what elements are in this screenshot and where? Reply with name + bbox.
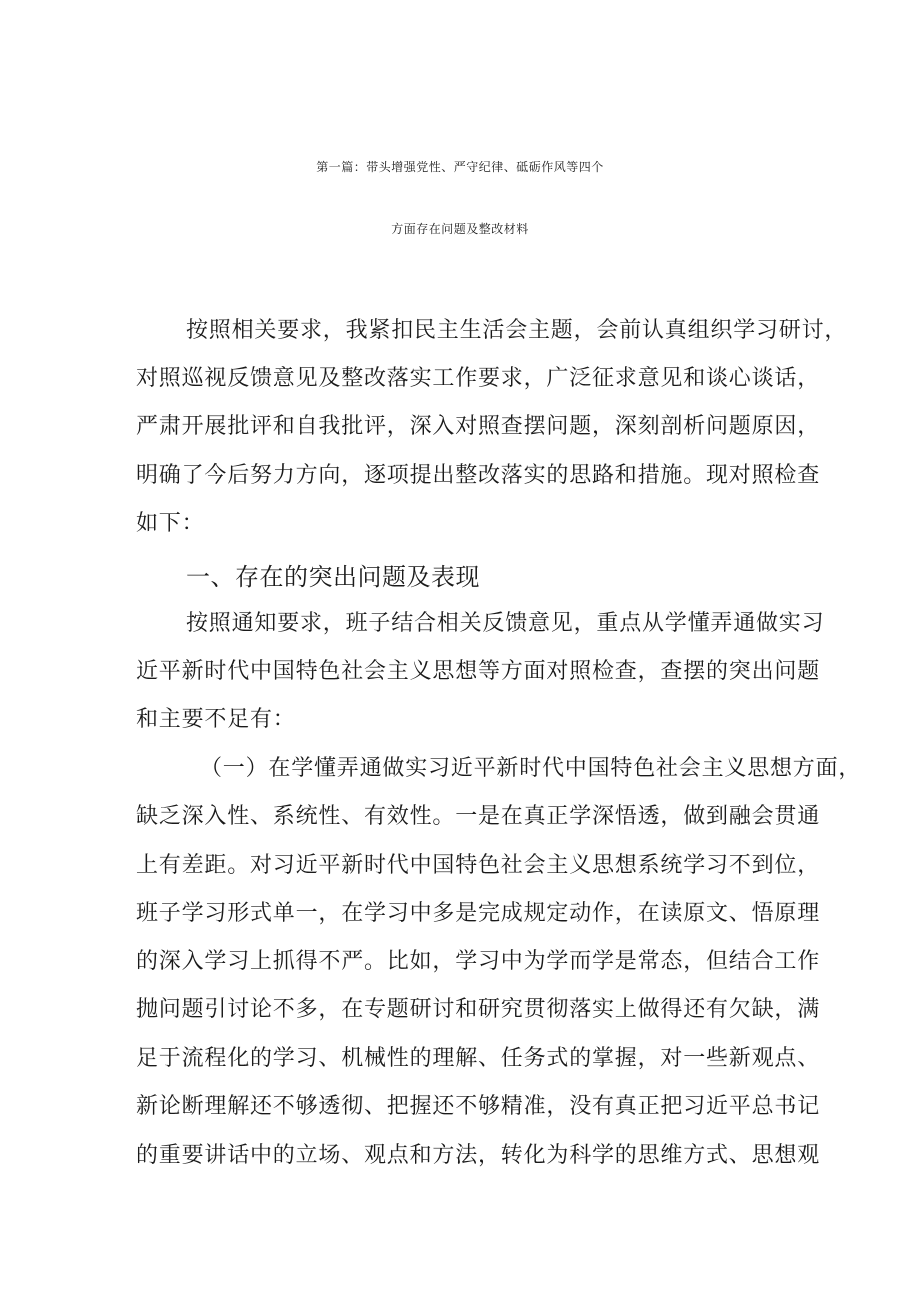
document-title-line-2: 方面存在问题及整改材料	[391, 222, 529, 236]
item-one-line-2: 缺乏深入性、系统性、有效性。一是在真正学深悟透，做到融会贯通	[136, 804, 821, 829]
item-one-line-8: 新论断理解还不够透彻、把握还不够精准，没有真正把习近平总书记	[136, 1094, 821, 1119]
intro-line-3: 严肃开展批评和自我批评，深入对照查摆问题，深刻剖析问题原因，	[136, 414, 821, 439]
item-one-line-1: （一）在学懂弄通做实习近平新时代中国特色社会主义思想方面，	[200, 756, 862, 781]
section-intro-line-2: 近平新时代中国特色社会主义思想等方面对照检查，查摆的突出问题	[136, 659, 821, 684]
item-one-line-7: 足于流程化的学习、机械性的理解、任务式的掌握，对一些新观点、	[136, 1046, 821, 1071]
item-one-line-6: 抛问题引讨论不多，在专题研讨和研究贯彻落实上做得还有欠缺，满	[136, 997, 821, 1022]
section-intro-line-1: 按照通知要求，班子结合相关反馈意见，重点从学懂弄通做实习	[186, 611, 825, 636]
item-one-line-5: 的深入学习上抓得不严。比如，学习中为学而学是常态，但结合工作	[136, 949, 821, 974]
intro-line-4: 明确了今后努力方向，逐项提出整改落实的思路和措施。现对照检查	[136, 463, 821, 488]
section-intro-line-3: 和主要不足有：	[136, 707, 296, 732]
intro-line-5: 如下：	[136, 511, 205, 536]
intro-line-2: 对照巡视反馈意见及整改落实工作要求，广泛征求意见和谈心谈话，	[136, 366, 821, 391]
item-one-line-9: 的重要讲话中的立场、观点和方法，转化为科学的思维方式、思想观	[136, 1143, 821, 1168]
section-heading: 一、存在的突出问题及表现	[186, 563, 480, 591]
intro-line-1: 按照相关要求，我紧扣民主生活会主题，会前认真组织学习研讨，	[186, 318, 848, 343]
item-one-line-3: 上有差距。对习近平新时代中国特色社会主义思想系统学习不到位，	[136, 853, 821, 878]
document-title-line-1: 第一篇：带头增强党性、严守纪律、砥砺作风等四个	[316, 160, 604, 174]
item-one-line-4: 班子学习形式单一，在学习中多是完成规定动作，在读原文、悟原理	[136, 901, 821, 926]
